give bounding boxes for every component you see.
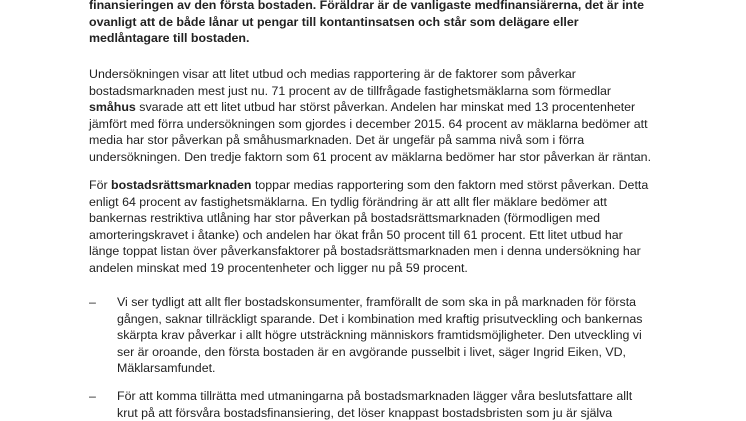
- paragraph-line-pre: För: [89, 178, 112, 192]
- paragraph-line: bankernas restriktiva utlåning har stor påverkan på bostadsrättsmarknaden (förmodligen med: [89, 211, 601, 226]
- paragraph-line: jämfört med förra undersökningen som gjordes i december 2015. 64 procent av mäklarna bedömer att: [89, 116, 648, 131]
- intro-line: medlåntagare till bostaden.: [89, 31, 250, 46]
- paragraph-line: amorteringskravet i åtanke) och andelen har ökat från 50 procent till 61 procent. Ett litet utbud har: [89, 227, 623, 242]
- dash-bullet: –: [89, 389, 96, 403]
- quote-line: Mäklarsamfundet.: [117, 361, 216, 376]
- paragraph-line: länge toppat listan över påverkansfaktorer på bostadsrättsmarknaden men i denna undersökning har: [89, 244, 641, 259]
- quote-line: krut på att försvåra bostadsfinansiering, det löser knappast bostadsbristen som ju är själva: [117, 405, 613, 420]
- intro-paragraph: [89, 0, 689, 47]
- intro-line: finansieringen av den första bostaden. Föräldrar är de vanligaste medfinansiärerna, det är inte: [89, 0, 644, 12]
- paragraph-smallhouse-market: [89, 66, 689, 166]
- paragraph-line: undersökningen. Den tredje faktorn som 61 procent av mäklarna bedömer har stor påverkan är räntan.: [89, 149, 652, 164]
- quote-line: Vi ser tydligt att allt fler bostadskonsumenter, framförallt de som ska in på marknaden för första: [117, 295, 637, 309]
- bold-term-bostadsratt: bostadsrättsmarknaden: [111, 178, 252, 192]
- paragraph-line: andelen minskat med 19 procentenheter och ligger nu på 59 procent.: [89, 260, 468, 275]
- paragraph-line: media har stor påverkan på småhusmarknaden. Det är ungefär på samma nivå som i förra: [89, 133, 585, 148]
- paragraph-line: [89, 99, 689, 116]
- quote-line: ser är oroande, den första bostaden är en avgörande pusselbit i livet, säger Ingrid Eiken, VD,: [117, 344, 627, 359]
- paragraph-line-rest: toppar medias rapportering som den faktorn med störst påverkan. Detta: [251, 178, 649, 192]
- paragraph-line: Undersökningen visar att litet utbud och medias rapportering är de faktorer som påverkar: [89, 67, 576, 81]
- dash-bullet: –: [89, 295, 96, 309]
- quote-text: [117, 388, 717, 421]
- paragraph-line: bostadsmarknaden mest just nu. 71 procent av de tillfrågade fastighetsmäklarna som förmedlar: [89, 83, 612, 98]
- paragraph-condo-market: [89, 177, 689, 277]
- bold-term-smahus: småhus: [89, 100, 136, 115]
- paragraph-line: [89, 177, 689, 194]
- quote-line: För att komma tillrätta med utmaningarna på bostadsmarknaden lägger våra beslutsfattare allt: [117, 389, 633, 403]
- quote-line: gången, saknar tillräckligt sparande. Det i kombination med kraftig prisutveckling och bankernas: [117, 311, 643, 326]
- paragraph-line: enligt 64 procent av fastighetsmäklarna. En tydlig förändring är att allt fler mäklare bedömer att: [89, 194, 607, 209]
- intro-line: ovanligt att de både lånar ut pengar till kontantinsatsen och står som delägare eller: [89, 14, 579, 29]
- quote-line: skärpta krav påverkar i allt högre utsträckning människors framtidsmöjligheter. Den utveckling vi: [117, 328, 642, 343]
- quote-text: [117, 294, 717, 377]
- paragraph-line-rest: svarade att ett litet utbud har störst påverkan. Andelen har minskat med 13 procentenheter: [135, 100, 636, 115]
